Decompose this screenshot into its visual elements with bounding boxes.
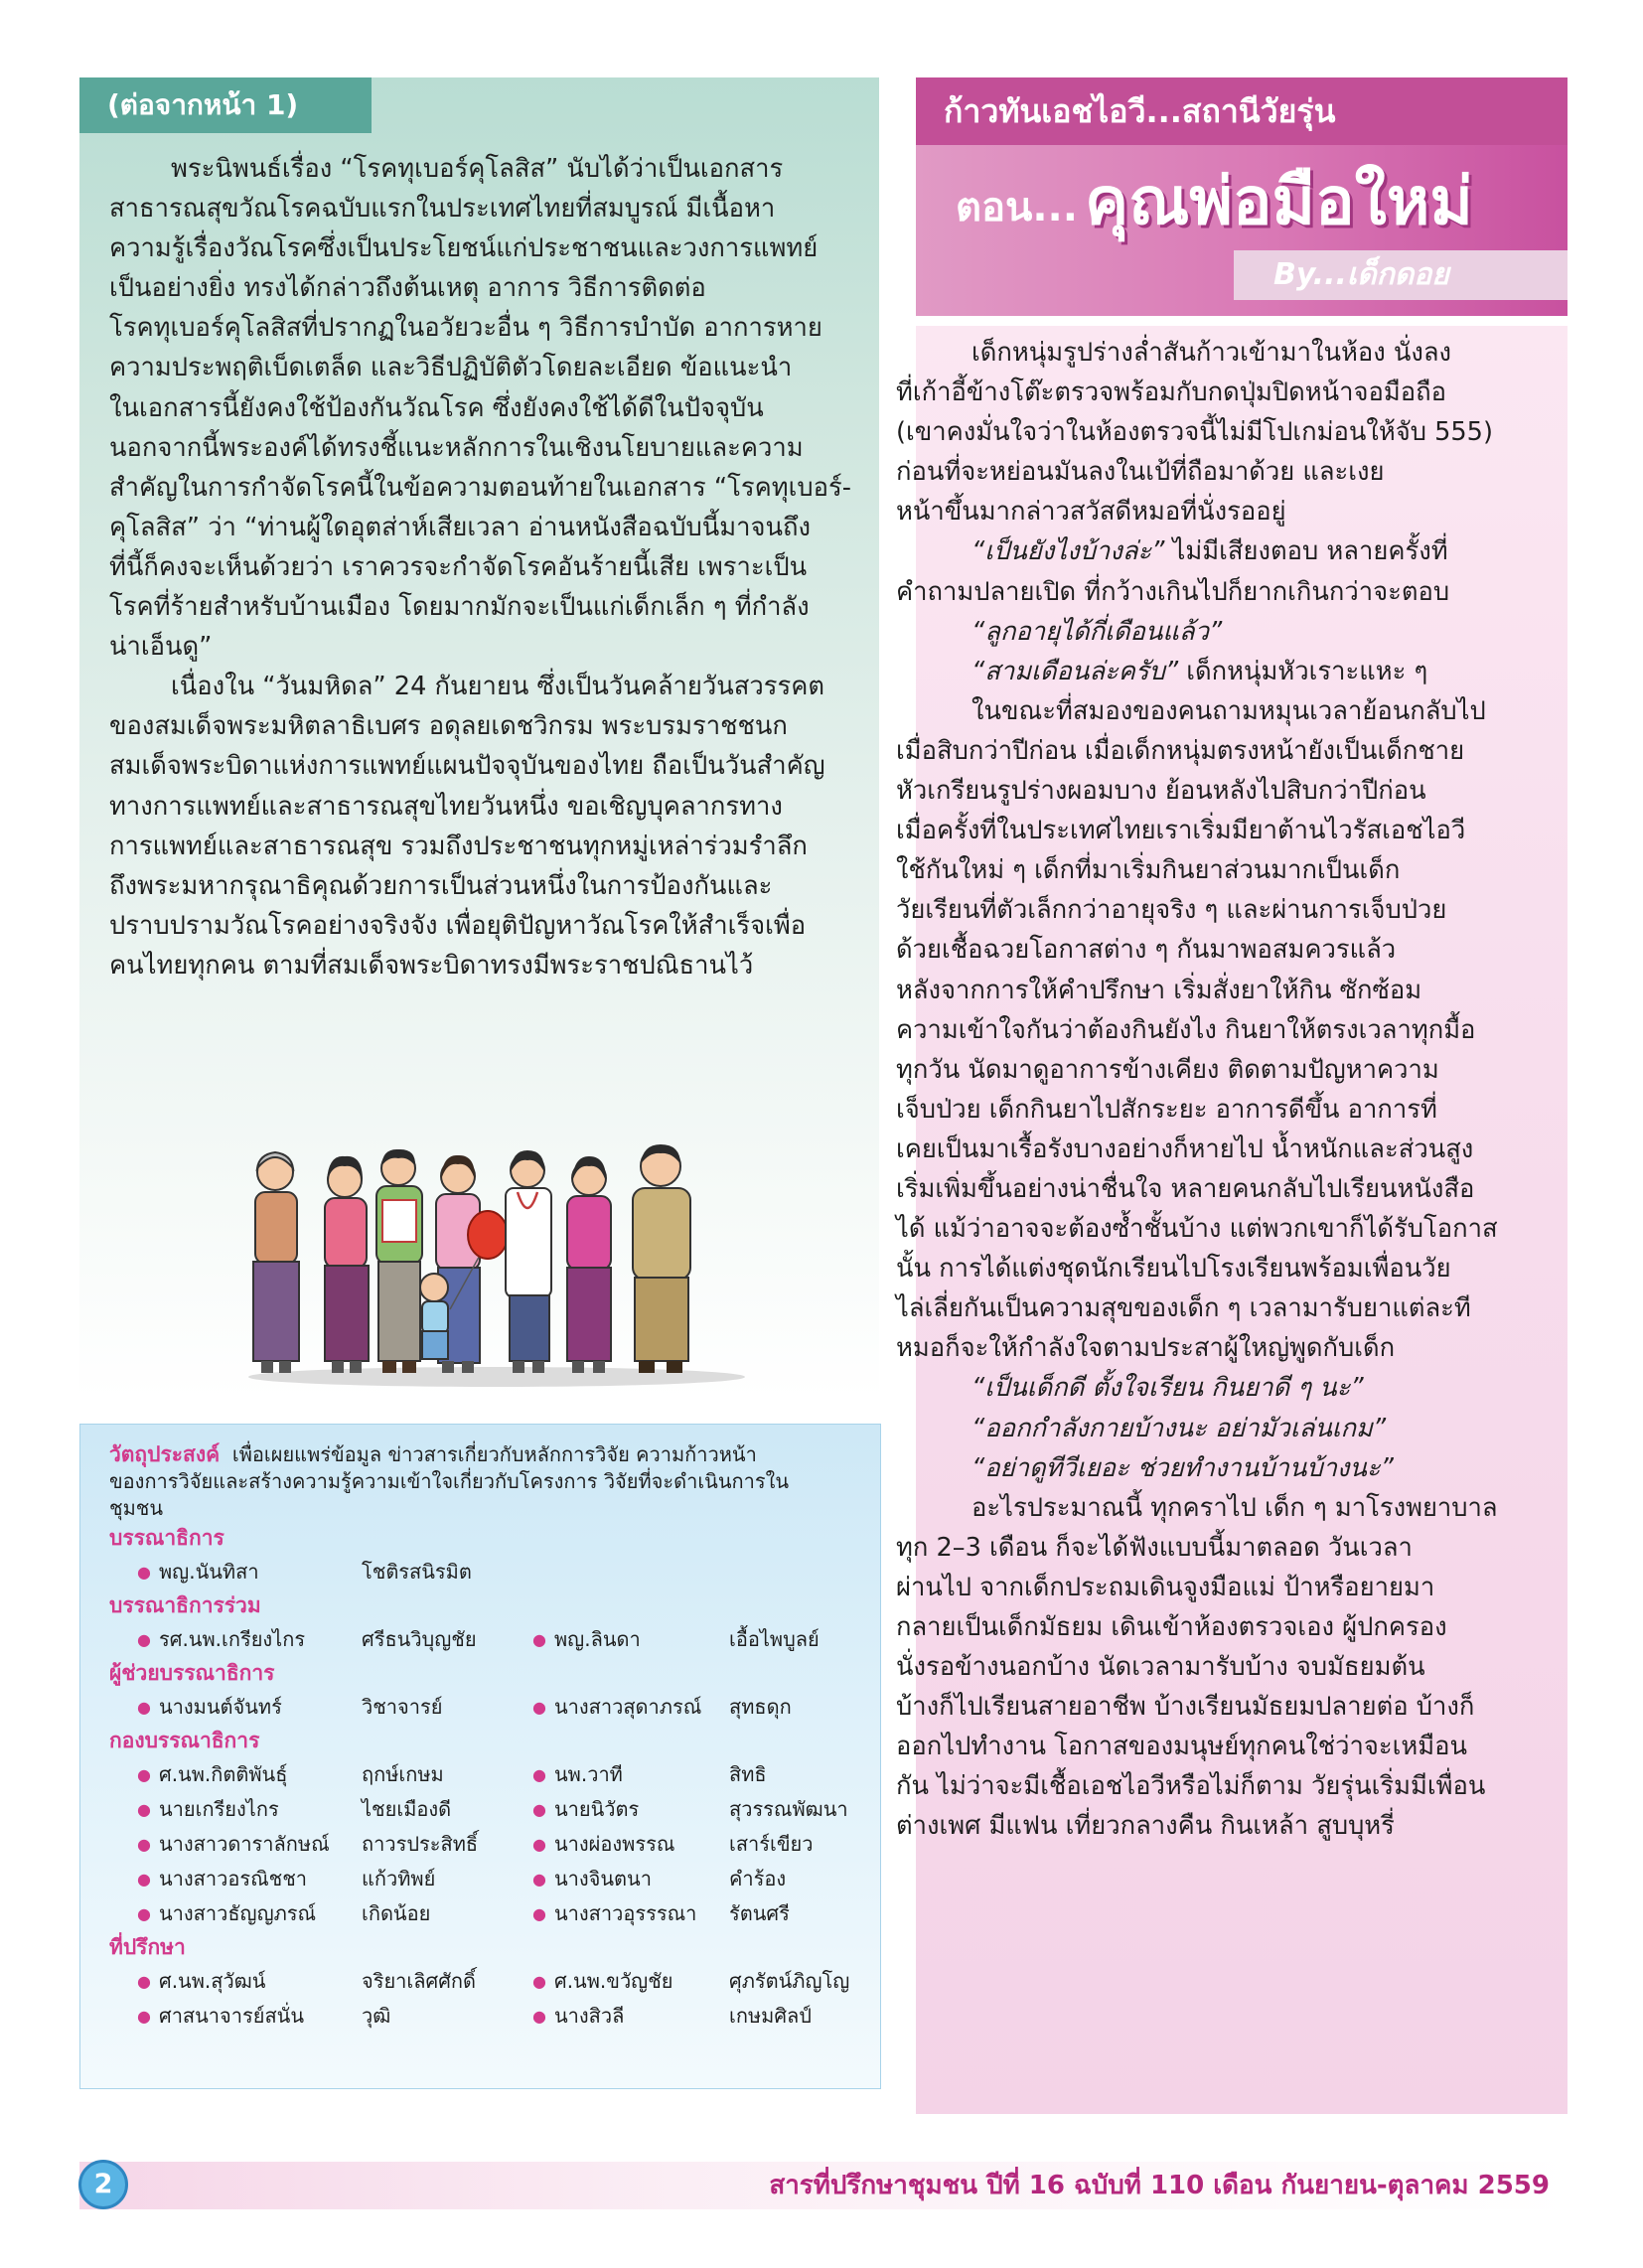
staff-surname: ศรีธนวิบุญชัย bbox=[362, 1627, 477, 1651]
article-line: พระนิพนธ์เรื่อง “โรคทุเบอร์คุโลสิส” นับได้ว่าเป็นเอกสาร bbox=[171, 154, 784, 184]
staff-surname: สุทธดุก bbox=[729, 1695, 792, 1719]
bullet-icon: ● bbox=[532, 1904, 546, 1923]
staff-name: นางสิวลี bbox=[554, 2004, 625, 2028]
article-line: ความเข้าใจกันว่าต้องกินยังไง กินยาให้ตรงเวลาทุกมื้อ bbox=[896, 1014, 1476, 1045]
article-line: คำถามปลายเปิด ที่กว้างเกินไปก็ยากเกินกว่าจะตอบ bbox=[896, 576, 1450, 607]
staff-name: นพ.วาที bbox=[554, 1762, 623, 1786]
publication-info: สารที่ปรึกษาชุมชน ปีที่ 16 ฉบับที่ 110 เดือน กันยายน-ตุลาคม 2559 bbox=[769, 2171, 1550, 2200]
staff-surname: ฤกษ์เกษม bbox=[362, 1762, 444, 1786]
article-line: ถึงพระมหากรุณาธิคุณด้วยการเป็นส่วนหนึ่งในการป้องกันและ bbox=[109, 870, 773, 901]
episode-prefix: ตอน... bbox=[956, 185, 1078, 230]
article-line: อะไรประมาณนี้ ทุกคราไป เด็ก ๆ มาโรงพยาบาล bbox=[971, 1492, 1498, 1523]
coeditor-heading: บรรณาธิการร่วม bbox=[109, 1593, 261, 1617]
staff-surname: เอื้อไพบูลย์ bbox=[729, 1627, 820, 1651]
family-illustration bbox=[233, 1140, 760, 1389]
article-line: ความประพฤติเบ็ดเตล็ด และวิธีปฏิบัติตัวโดยละเอียด ข้อแนะนำ bbox=[109, 353, 793, 383]
bullet-icon: ● bbox=[532, 1972, 546, 1991]
article-line: ผ่านไป จากเด็กประถมเดินจูงมือแม่ ป้าหรือยายมา bbox=[896, 1572, 1435, 1602]
article-line bbox=[896, 612, 1552, 652]
staff-name: นางสาวอุรรรณา bbox=[554, 1901, 697, 1925]
staff-row bbox=[109, 1862, 874, 1896]
bullet-icon: ● bbox=[532, 1800, 546, 1819]
staff-row bbox=[109, 1555, 874, 1589]
article-line: ความรู้เรื่องวัณโรคซึ่งเป็นประโยชน์แก่ประชาชนและวงการแพทย์ bbox=[109, 233, 819, 264]
staff-name: นางสาวดาราลักษณ์ bbox=[159, 1832, 330, 1856]
article-line: ปราบปรามวัณโรคอย่างจริงจัง เพื่อยุติปัญหาวัณโรคให้สำเร็จเพื่อ bbox=[109, 910, 807, 941]
advisor-heading: ที่ปรึกษา bbox=[109, 1935, 186, 1959]
article-line: เนื่องใน “วันมหิดล” 24 กันยายน ซึ่งเป็นวันคล้ายวันสวรรคต bbox=[171, 672, 824, 702]
staff-surname: สิทธิ bbox=[729, 1762, 767, 1786]
article-line: ก่อนที่จะหย่อนมันลงในเป้ที่ถือมาด้วย และเงย bbox=[896, 457, 1385, 488]
episode-title: คุณพ่อมือใหม่ bbox=[1085, 163, 1473, 239]
article-line: การแพทย์และสาธารณสุข รวมถึงประชาชนทุกหมู่เหล่าร่วมรำลึก bbox=[109, 831, 808, 861]
staff-surname: โชติรสนิรมิต bbox=[362, 1560, 472, 1584]
article-line: ใช้กันใหม่ ๆ เด็กที่มาเริ่มกินยาส่วนมากเป็นเด็ก bbox=[896, 855, 1401, 886]
article-line bbox=[896, 531, 1552, 571]
staff-name: นายเกรียงไกร bbox=[159, 1797, 279, 1821]
staff-name: นางผ่องพรรณ bbox=[554, 1832, 675, 1856]
article-line: หมอก็จะให้กำลังใจตามประสาผู้ใหญ่พูดกับเด็ก bbox=[896, 1333, 1396, 1364]
article-line bbox=[896, 1409, 1552, 1448]
objective-label: วัตถุประสงค์ bbox=[109, 1442, 221, 1466]
article-line: ด้วยเชื้อฉวยโอกาสต่าง ๆ กันมาพอสมควรแล้ว bbox=[896, 935, 1397, 966]
article-line bbox=[896, 1448, 1552, 1488]
article-line: โรคทุเบอร์คุโลสิสที่ปรากฏในอวัยวะอื่น ๆ วิธีการบำบัด อาการหาย bbox=[109, 313, 822, 344]
article-line: คนไทยทุกคน ตามที่สมเด็จพระบิดาทรงมีพระราชปณิธานไว้ bbox=[109, 950, 754, 981]
objective-text-line: ของการวิจัยและสร้างความรู้ความเข้าใจเกี่ยวกับโครงการ วิจัยที่จะดำเนินการใน bbox=[109, 1469, 790, 1493]
staff-name: ศาสนาจารย์สนั่น bbox=[159, 2004, 304, 2028]
staff-row bbox=[109, 1896, 874, 1931]
bullet-icon: ● bbox=[532, 1835, 546, 1854]
article-line: ทุกวัน นัดมาดูอาการข้างเคียง ติดตามปัญหาความ bbox=[896, 1054, 1439, 1085]
staff-name: ศ.นพ.กิตติพันธุ์ bbox=[159, 1762, 288, 1786]
byline: By...เด็กดอย bbox=[1234, 250, 1568, 300]
staff-name: ศ.นพ.ขวัญชัย bbox=[554, 1969, 673, 1993]
staff-name: นางมนต์จันทร์ bbox=[159, 1695, 282, 1719]
bullet-icon: ● bbox=[137, 1630, 151, 1649]
article-line: เด็กหนุ่มรูปร่างล่ำสันก้าวเข้ามาในห้อง นั่งลง bbox=[971, 338, 1452, 368]
staff-surname: ศุภรัตน์ภิญโญ bbox=[729, 1969, 850, 1993]
article-line: ต่างเพศ มีแฟน เที่ยวกลางคืน กินเหล้า สูบบุหรี่ bbox=[896, 1811, 1395, 1842]
article-line: วัยเรียนที่ตัวเล็กกว่าอายุจริง ๆ และผ่านการเจ็บป่วย bbox=[896, 895, 1447, 926]
article-line: สมเด็จพระบิดาแห่งการแพทย์แผนปัจจุบันของไทย ถือเป็นวันสำคัญ bbox=[109, 751, 825, 782]
article-line: น่าเอ็นดู” bbox=[109, 632, 213, 663]
article-line: กัน ไม่ว่าจะมีเชื้อเอชไอวีหรือไม่ก็ตาม วัยรุ่นเริ่มมีเพื่อน bbox=[896, 1771, 1486, 1802]
bullet-icon: ● bbox=[532, 1765, 546, 1784]
continued-from-page-label: (ต่อจากหน้า 1) bbox=[79, 77, 372, 133]
bullet-icon: ● bbox=[137, 1563, 151, 1582]
article-line: นั่งรอข้างนอกบ้าง นัดเวลามารับบ้าง จบมัธยมต้น bbox=[896, 1652, 1425, 1683]
editor-heading: บรรณาธิการ bbox=[109, 1526, 224, 1550]
staff-name: พญ.นันทิสา bbox=[159, 1560, 259, 1584]
article-line: ทางการแพทย์และสาธารณสุขไทยวันหนึ่ง ขอเชิญบุคลากรทาง bbox=[109, 791, 783, 822]
article-line: คุโลสิส” ว่า “ท่านผู้ใดอุตส่าห์เสียเวลา อ่านหนังสือฉบับนี้มาจนถึง bbox=[109, 512, 811, 542]
narration-text: เด็กหนุ่มหัวเราะแหะ ๆ bbox=[1178, 656, 1428, 686]
staff-surname: เกิดน้อย bbox=[362, 1901, 431, 1925]
bullet-icon: ● bbox=[137, 1765, 151, 1784]
article-line: เคยเป็นมาเรื้อรังบางอย่างก็หายไป น้ำหนักและส่วนสูง bbox=[896, 1134, 1474, 1164]
article-line: สำคัญในการกำจัดโรคนี้ในข้อความตอนท้ายในเอกสาร “โรคทุเบอร์- bbox=[109, 472, 852, 503]
article-line: ได้ แม้ว่าอาจจะต้องซ้ำชั้นบ้าง แต่พวกเขาก็ได้รับโอกาส bbox=[896, 1214, 1498, 1245]
article-line: หน้าขึ้นมากล่าวสวัสดีหมอที่นั่งรออยู่ bbox=[896, 497, 1286, 528]
article-line: เมื่อครั้งที่ในประเทศไทยเราเริ่มมียาต้านไวรัสเอชไอวี bbox=[896, 816, 1466, 846]
article-line: ออกไปทำงาน โอกาสของมนุษย์ทุกคนใช่ว่าจะเหมือน bbox=[896, 1732, 1467, 1762]
staff-row bbox=[109, 1792, 874, 1827]
staff-row bbox=[109, 1827, 874, 1862]
editorial-board-list bbox=[109, 1757, 874, 1931]
staff-name: นางสาวอรณิชชา bbox=[159, 1867, 308, 1890]
bullet-icon: ● bbox=[137, 1835, 151, 1854]
article-line: หลังจากการให้คำปรึกษา เริ่มสั่งยาให้กิน ซักซ้อม bbox=[896, 975, 1422, 1005]
article-line: เจ็บป่วย เด็กกินยาไปสักระยะ อาการดีขึ้น อาการที่ bbox=[896, 1094, 1437, 1125]
dialogue-quote: “ออกกำลังกายบ้างนะ อย่ามัวเล่นเกม” bbox=[971, 1413, 1387, 1443]
staff-surname: ไชยเมืองดี bbox=[362, 1797, 452, 1821]
page-number: 2 bbox=[78, 2160, 128, 2209]
article-line: เริ่มเพิ่มขึ้นอย่างน่าชื่นใจ หลายคนกลับไปเรียนหนังสือ bbox=[896, 1173, 1475, 1204]
dialogue-quote: “เป็นยังไงบ้างล่ะ” bbox=[971, 536, 1165, 567]
staff-surname: เกษมศิลป์ bbox=[729, 2004, 812, 2028]
assistant-editor-heading: ผู้ช่วยบรรณาธิการ bbox=[109, 1661, 275, 1685]
article-line: นั้น การได้แต่งชุดนักเรียนไปโรงเรียนพร้อมเพื่อนวัย bbox=[896, 1254, 1451, 1285]
bullet-icon: ● bbox=[137, 2007, 151, 2026]
bullet-icon: ● bbox=[137, 1870, 151, 1889]
objective-text-line: ชุมชน bbox=[109, 1496, 164, 1520]
staff-row bbox=[109, 1757, 874, 1792]
staff-surname: จริยาเลิศศักดิ์ bbox=[362, 1969, 476, 1993]
article-line: นอกจากนี้พระองค์ได้ทรงชี้แนะหลักการในเชิงนโยบายและความ bbox=[109, 432, 804, 463]
staff-row bbox=[109, 1622, 874, 1657]
dialogue-quote: “อย่าดูทีวีเยอะ ช่วยทำงานบ้านบ้างนะ” bbox=[971, 1452, 1394, 1483]
article-line: (เขาคงมั่นใจว่าในห้องตรวจนี้ไม่มีโปเกม่อนให้จับ 555) bbox=[896, 417, 1493, 448]
bullet-icon: ● bbox=[532, 1698, 546, 1717]
article-line: กลายเป็นเด็กมัธยม เดินเข้าห้องตรวจเอง ผู้ปกครอง bbox=[896, 1612, 1447, 1642]
narration-text: ไม่มีเสียงตอบ หลายครั้งที่ bbox=[1164, 536, 1448, 567]
bullet-icon: ● bbox=[137, 1972, 151, 1991]
dialogue-quote: “ลูกอายุได้กี่เดือนแล้ว” bbox=[971, 616, 1223, 647]
bullet-icon: ● bbox=[137, 1800, 151, 1819]
bullet-icon: ● bbox=[137, 1698, 151, 1717]
objective-block bbox=[109, 1441, 874, 2034]
article-line: ทุก 2–3 เดือน ก็จะได้ฟังแบบนี้มาตลอด วันเวลา bbox=[896, 1532, 1413, 1563]
dialogue-quote: “สามเดือนล่ะครับ” bbox=[971, 656, 1179, 686]
article-line bbox=[896, 1368, 1552, 1408]
staff-surname: เสาร์เขียว bbox=[729, 1832, 814, 1856]
right-article-text bbox=[896, 333, 1552, 1847]
staff-surname: คำร้อง bbox=[729, 1867, 787, 1890]
staff-name: พญ.ลินดา bbox=[554, 1627, 641, 1651]
staff-surname: สุวรรณพัฒนา bbox=[729, 1797, 848, 1821]
column-title: ก้าวทันเอชไอวี...สถานีวัยรุ่น bbox=[916, 77, 1568, 145]
staff-surname: วุฒิ bbox=[362, 2004, 391, 2028]
staff-row bbox=[109, 1999, 874, 2034]
bullet-icon: ● bbox=[137, 1904, 151, 1923]
staff-name: ศ.นพ.สุวัฒน์ bbox=[159, 1969, 266, 1993]
article-line: ในขณะที่สมองของคนถามหมุนเวลาย้อนกลับไป bbox=[971, 695, 1486, 726]
advisor-list bbox=[109, 1964, 874, 2034]
staff-surname: ถาวรประสิทธิ์ bbox=[362, 1832, 479, 1856]
objective-text-line: เพื่อเผยแพร่ข้อมูล ข่าวสารเกี่ยวกับหลักการวิจัย ความก้าวหน้า bbox=[231, 1442, 757, 1466]
article-line: ที่เก้าอี้ข้างโต๊ะตรวจพร้อมกับกดปุ่มปิดหน้าจอมือถือ bbox=[896, 378, 1446, 408]
left-article-text bbox=[109, 149, 870, 985]
staff-name: นางสาวธัญญภรณ์ bbox=[159, 1901, 317, 1925]
staff-surname: รัตนศรี bbox=[729, 1901, 790, 1925]
article-line bbox=[896, 652, 1552, 691]
staff-name: นางจินตนา bbox=[554, 1867, 652, 1890]
article-line: ในเอกสารนี้ยังคงใช้ป้องกันวัณโรค ซึ่งยังคงใช้ได้ดีในปัจจุบัน bbox=[109, 392, 764, 423]
article-line: เป็นอย่างยิ่ง ทรงได้กล่าวถึงต้นเหตุ อาการ วิธีการติดต่อ bbox=[109, 273, 706, 304]
article-line: ของสมเด็จพระมหิตลาธิเบศร อดุลยเดชวิกรม พระบรมราชชนก bbox=[109, 711, 788, 742]
editorial-board-heading: กองบรรณาธิการ bbox=[109, 1729, 260, 1752]
article-line: โรคที่ร้ายสำหรับบ้านเมือง โดยมากมักจะเป็นแก่เด็กเล็ก ๆ ที่กำลัง bbox=[109, 592, 810, 623]
staff-surname: แก้วทิพย์ bbox=[362, 1867, 436, 1890]
article-line: เมื่อสิบกว่าปีก่อน เมื่อเด็กหนุ่มตรงหน้ายังเป็นเด็กชาย bbox=[896, 735, 1465, 766]
staff-row bbox=[109, 1690, 874, 1725]
bullet-icon: ● bbox=[532, 2007, 546, 2026]
article-line: สาธารณสุขวัณโรคฉบับแรกในประเทศไทยที่สมบูรณ์ มีเนื้อหา bbox=[109, 194, 776, 225]
staff-name: นางสาวสุดาภรณ์ bbox=[554, 1695, 702, 1719]
staff-name: นายนิวัตร bbox=[554, 1797, 640, 1821]
article-line: บ้างก็ไปเรียนสายอาชีพ บ้างเรียนมัธยมปลายต่อ บ้างก็ bbox=[896, 1692, 1475, 1723]
article-line: ไล่เลี่ยกันเป็นความสุขของเด็ก ๆ เวลามารับยาแต่ละที bbox=[896, 1293, 1471, 1324]
bullet-icon: ● bbox=[532, 1870, 546, 1889]
dialogue-quote: “เป็นเด็กดี ตั้งใจเรียน กินยาดี ๆ นะ” bbox=[971, 1373, 1364, 1404]
bullet-icon: ● bbox=[532, 1630, 546, 1649]
staff-row bbox=[109, 1964, 874, 1999]
staff-surname: วิชาจารย์ bbox=[362, 1695, 443, 1719]
staff-name: รศ.นพ.เกรียงไกร bbox=[159, 1627, 306, 1651]
article-line: ที่นี้ก็คงจะเห็นด้วยว่า เราควรจะกำจัดโรคอันร้ายนี้เสีย เพราะเป็น bbox=[109, 551, 808, 582]
article-line: หัวเกรียนรูปร่างผอมบาง ย้อนหลังไปสิบกว่าปีก่อน bbox=[896, 776, 1426, 807]
